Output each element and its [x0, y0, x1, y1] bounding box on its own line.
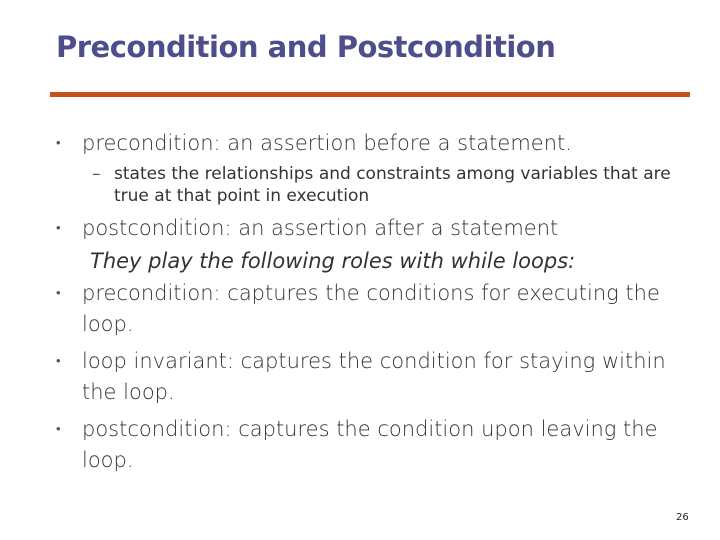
- bullet-precondition: [56, 128, 696, 159]
- bullet-text: precondition: captures the conditions for executing the loop.: [82, 281, 660, 336]
- bullet-dot: •: [56, 221, 61, 236]
- bullet-text: postcondition: an assertion after a statement: [82, 216, 559, 240]
- bullet-dot: •: [56, 286, 61, 301]
- bullet-role-invariant: [56, 346, 696, 408]
- sub-bullet-dash: –: [92, 164, 101, 184]
- bullet-text: precondition: an assertion before a statement.: [82, 131, 572, 155]
- bullet-dot: •: [56, 354, 61, 369]
- bullet-role-precondition: [56, 278, 696, 340]
- slide-body: [56, 128, 696, 476]
- bullet-dot: •: [56, 422, 61, 437]
- bullet-dot: •: [56, 136, 61, 151]
- bullet-role-postcondition: [56, 414, 696, 476]
- title-underline: [50, 92, 690, 97]
- bullet-text: loop invariant: captures the condition for staying within the loop.: [82, 349, 666, 404]
- bullet-postcondition: [56, 213, 696, 244]
- roles-intro: They play the following roles with while loops:: [90, 249, 576, 273]
- sub-bullet-states: [56, 163, 696, 207]
- sub-bullet-text: states the relationships and constraints among variables that are true at that point in execution: [114, 164, 671, 206]
- slide-title: Precondition and Postcondition: [56, 30, 556, 64]
- page-number: 26: [676, 512, 689, 523]
- bullet-text: postcondition: captures the condition upon leaving the loop.: [82, 417, 658, 472]
